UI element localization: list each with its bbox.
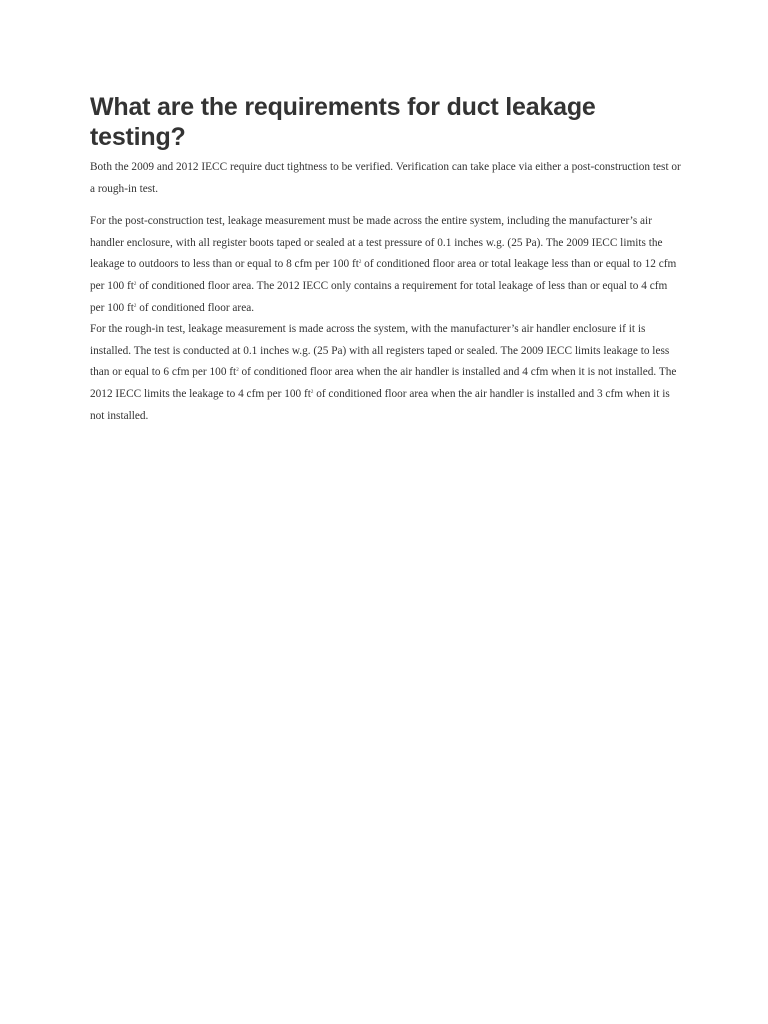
superscript-squared: 2 (310, 389, 314, 395)
page-title: What are the requirements for duct leakage testing? (90, 93, 596, 151)
paragraph-intro: Both the 2009 and 2012 IECC require duct tightness to be verified. Verification can take place via either a post-construction test or a rough-in test. (90, 161, 681, 195)
paragraph-segment: of conditioned floor area or total leakage less than or equal to 12 cfm per 100 ft (90, 258, 677, 292)
superscript-squared: 2 (133, 303, 137, 309)
superscript-squared: 2 (358, 260, 362, 266)
paragraph-post-construction (90, 211, 682, 319)
document-page (90, 92, 682, 427)
superscript-squared: 2 (133, 281, 137, 287)
paragraph-segment: For the post-construction test, leakage measurement must be made across the entire system, including the manufacturer’s air handler enclosure, with all register boots taped or sealed at a test pressure of 0.1 inches w.g. (25 Pa). The 2009 IECC limits the leakage to outdoors to less than or equal to 8 cfm per 100 ft (90, 215, 663, 271)
paragraph-segment: of conditioned floor area. (136, 301, 255, 314)
paragraph-segment: of conditioned floor area. The 2012 IECC only contains a requirement for total leakage of less than or equal to 4 cfm per 100 ft (90, 279, 668, 314)
paragraph-segment: of conditioned floor area when the air handler is installed and 4 cfm when it is not installed. The 2012 IECC limits the leakage to 4 cfm per 100 ft (90, 366, 677, 400)
superscript-squared: 2 (236, 368, 239, 374)
paragraph-segment: of conditioned floor area when the air handler is installed and 3 cfm when it is not installed. (90, 387, 670, 422)
paragraph-rough-in (90, 319, 682, 427)
paragraph-segment: For the rough-in test, leakage measurement is made across the system, with the manufacturer’s air handler enclosure if it is installed. The test is conducted at 0.1 inches w.g. (25 Pa) with all registers taped or sealed. The 2009 IECC limits leakage to less than or equal to 6 cfm per 100 ft (90, 323, 670, 379)
